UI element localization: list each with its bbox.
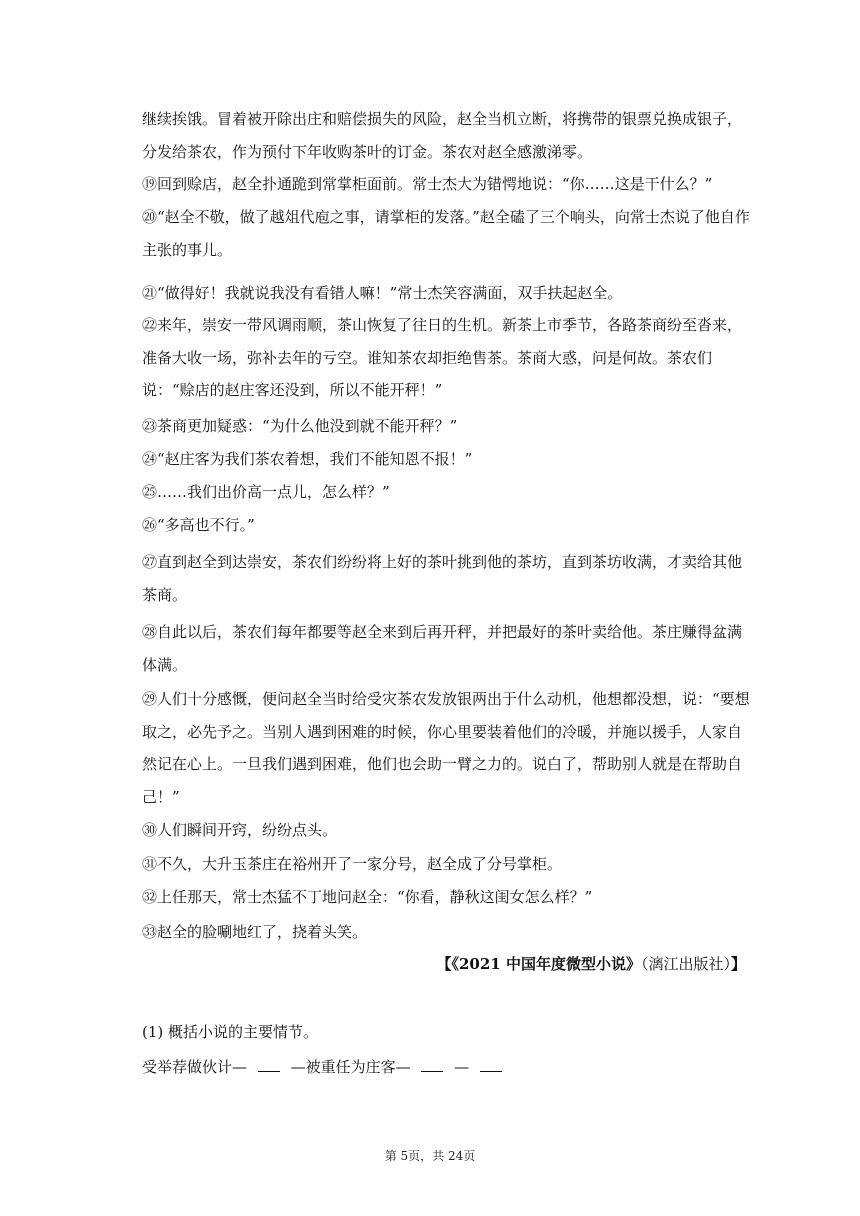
- source-book: 【《2021 中国年度微型小说》: [436, 955, 641, 973]
- paragraph-continued: 继续挨饿。冒着被开除出庄和赔偿损失的风险，赵全当机立断，将携带的银票兑换成银子，分发给茶农，作为预付下年收购茶叶的订金。茶农对赵全感激涕零。: [142, 110, 743, 161]
- plot-step-2: —被重任为庄客—: [290, 1058, 411, 1076]
- page-footer: 第 5页，共 24页: [384, 1149, 476, 1163]
- answer-blank-2[interactable]: [421, 1057, 443, 1072]
- paragraph-24: ㉔“赵庄客为我们茶农着想，我们不能知恩不报！”: [142, 450, 473, 468]
- paragraph-33: ㉝赵全的脸唰地红了，挠着头笑。: [142, 923, 368, 941]
- paragraph-25: ㉕……我们出价高一点儿，怎么样？”: [142, 483, 390, 501]
- paragraph-23: ㉓茶商更加疑惑：“为什么他没到就不能开秤？”: [142, 417, 458, 435]
- paragraph-30: ㉚人们瞬间开窍，纷纷点头。: [142, 821, 338, 839]
- answer-blank-1[interactable]: [258, 1057, 280, 1072]
- paragraph-29: ㉙人们十分感慨，便问赵全当时给受灾茶农发放银两出于什么动机，他想都没想，说：“要想取之，必先予之。当别人遇到困难的时候，你心里要装着他们的冷暖，并施以援手，人家自然记在心上。一旦我们遇到困难，他们也会助一臂之力的。说白了，帮助别人就是在帮助自己！”: [142, 690, 750, 806]
- paragraph-28: ㉘自此以后，茶农们每年都要等赵全来到后再开秤，并把最好的茶叶卖给他。茶庄赚得盆满体满。: [142, 623, 743, 674]
- paragraph-21: ㉑“做得好！我就说我没有看错人嘛！”常士杰笑容满面，双手扶起赵全。: [142, 284, 623, 302]
- paragraph-19: ⑲回到赊店，赵全扑通跪到常掌柜面前。常士杰大为错愕地说：“你……这是干什么？”: [142, 175, 713, 193]
- source-publisher: （漓江出版社）: [640, 955, 731, 973]
- plot-dash: —: [454, 1058, 470, 1076]
- paragraph-32: ㉜上任那天，常士杰猛不丁地问赵全：“你看，静秋这闺女怎么样？”: [142, 888, 593, 906]
- plot-summary-line: [142, 1056, 508, 1077]
- plot-step-1: 受举荐做伙计—: [142, 1058, 248, 1076]
- paragraph-26: ㉖“多高也不行。”: [142, 516, 255, 534]
- answer-blank-3[interactable]: [480, 1057, 502, 1072]
- paragraph-20: ⑳“赵全不敬，做了越俎代庖之事，请掌柜的发落。”赵全磕了三个响头，向常士杰说了他自作主张的事儿。: [142, 208, 750, 259]
- paragraph-31: ㉛不久，大升玉茶庄在裕州开了一家分号，赵全成了分号掌柜。: [142, 855, 563, 873]
- paragraph-27: ㉗直到赵全到达崇安，茶农们纷纷将上好的茶叶挑到他的茶坊，直到茶坊收满，才卖给其他茶商。: [142, 553, 743, 604]
- source-citation: [436, 953, 746, 974]
- source-close: 】: [730, 955, 746, 973]
- question-1: (1) 概括小说的主要情节。: [142, 1023, 319, 1041]
- paragraph-22: ㉒来年，崇安一带风调雨顺，茶山恢复了往日的生机。新茶上市季节，各路茶商纷至沓来，准备大收一场，弥补去年的亏空。谁知茶农却拒绝售茶。茶商大惑，问是何故。茶农们说：“赊店的赵庄客还没到，所以不能开秤！”: [142, 316, 743, 399]
